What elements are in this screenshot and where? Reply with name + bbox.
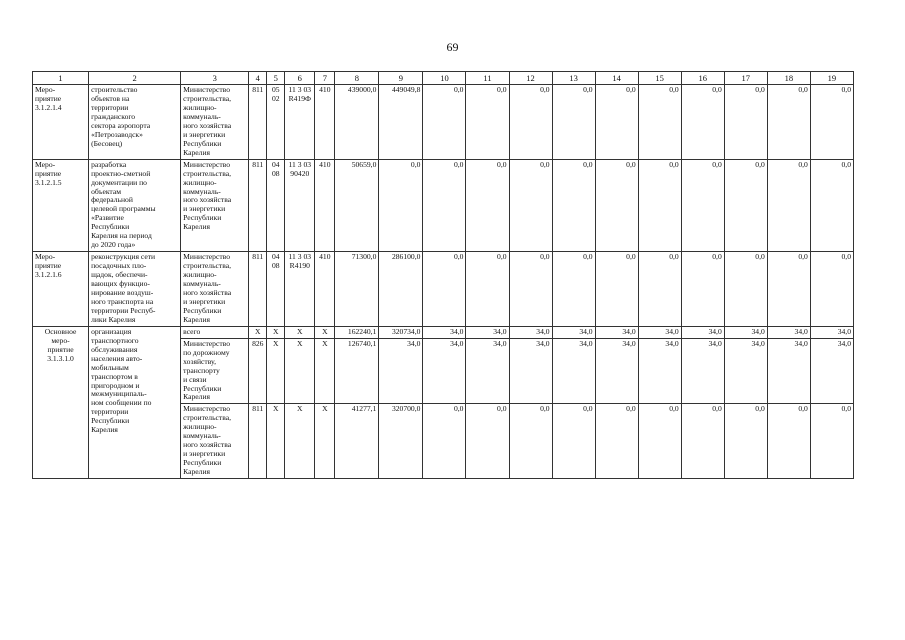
amount-cell: 0,0 bbox=[724, 252, 767, 327]
amount-cell: 0,0 bbox=[681, 159, 724, 252]
kbk-section-cell: Х bbox=[267, 338, 285, 404]
event-name-cell: организация транспортного обслуживания населения авто- мобильным транспортом в пригородном и межмуниципаль- ном сообщении по территории Республики Карелия bbox=[89, 326, 181, 478]
amount-cell: 0,0 bbox=[767, 159, 810, 252]
kbk-section-cell: 04 08 bbox=[267, 252, 285, 327]
amount-cell: 0,0 bbox=[466, 159, 509, 252]
amount-cell: 0,0 bbox=[552, 159, 595, 252]
amount-cell: 0,0 bbox=[423, 404, 466, 479]
amount-cell: 34,0 bbox=[423, 326, 466, 338]
kbk-section-cell: Х bbox=[267, 326, 285, 338]
event-name-cell: строительство объектов на территории гражданского сектора аэропорта «Петрозаводск» (Бесовец) bbox=[89, 85, 181, 160]
kbk-admin-cell: 811 bbox=[249, 404, 267, 479]
kbk-type-cell: Х bbox=[315, 404, 335, 479]
table-row bbox=[33, 85, 854, 160]
column-header: 18 bbox=[767, 72, 810, 85]
amount-cell: 34,0 bbox=[681, 338, 724, 404]
amount-cell: 34,0 bbox=[767, 338, 810, 404]
amount-cell: 0,0 bbox=[423, 252, 466, 327]
amount-cell: 439000,0 bbox=[335, 85, 379, 160]
amount-cell: 320734,0 bbox=[379, 326, 423, 338]
amount-cell: 0,0 bbox=[595, 85, 638, 160]
amount-cell: 0,0 bbox=[681, 404, 724, 479]
column-header: 2 bbox=[89, 72, 181, 85]
column-header: 3 bbox=[181, 72, 249, 85]
column-header: 4 bbox=[249, 72, 267, 85]
kbk-target-cell: 11 3 03 R419Ф bbox=[285, 85, 315, 160]
amount-cell: 34,0 bbox=[552, 338, 595, 404]
amount-cell: 34,0 bbox=[595, 326, 638, 338]
amount-cell: 34,0 bbox=[681, 326, 724, 338]
column-header: 11 bbox=[466, 72, 509, 85]
table-row bbox=[33, 159, 854, 252]
amount-cell: 0,0 bbox=[595, 252, 638, 327]
budget-table bbox=[32, 71, 854, 479]
amount-cell: 0,0 bbox=[767, 252, 810, 327]
responsible-cell: Министерство строительства, жилищно- коммуналь- ного хозяйства и энергетики Республики Карелия bbox=[181, 252, 249, 327]
kbk-type-cell: Х bbox=[315, 326, 335, 338]
amount-cell: 0,0 bbox=[509, 159, 552, 252]
amount-cell: 0,0 bbox=[810, 404, 853, 479]
amount-cell: 0,0 bbox=[638, 85, 681, 160]
amount-cell: 0,0 bbox=[552, 85, 595, 160]
responsible-cell: всего bbox=[181, 326, 249, 338]
amount-cell: 0,0 bbox=[681, 85, 724, 160]
column-header: 8 bbox=[335, 72, 379, 85]
amount-cell: 34,0 bbox=[810, 338, 853, 404]
amount-cell: 0,0 bbox=[638, 159, 681, 252]
amount-cell: 34,0 bbox=[466, 326, 509, 338]
column-header: 7 bbox=[315, 72, 335, 85]
column-header: 1 bbox=[33, 72, 89, 85]
amount-cell: 0,0 bbox=[466, 404, 509, 479]
amount-cell: 126740,1 bbox=[335, 338, 379, 404]
amount-cell: 34,0 bbox=[466, 338, 509, 404]
kbk-section-cell: Х bbox=[267, 404, 285, 479]
amount-cell: 0,0 bbox=[423, 159, 466, 252]
amount-cell: 0,0 bbox=[638, 404, 681, 479]
event-name-cell: разработка проектно-сметной документации по объектам федеральной целевой программы «Развитие Республики Карелия на период до 2020 года» bbox=[89, 159, 181, 252]
amount-cell: 162240,1 bbox=[335, 326, 379, 338]
amount-cell: 0,0 bbox=[552, 404, 595, 479]
responsible-cell: Министерство строительства, жилищно- коммуналь- ного хозяйства и энергетики Республики Карелия bbox=[181, 85, 249, 160]
amount-cell: 0,0 bbox=[810, 85, 853, 160]
kbk-target-cell: 11 3 03 90420 bbox=[285, 159, 315, 252]
kbk-admin-cell: Х bbox=[249, 326, 267, 338]
amount-cell: 34,0 bbox=[423, 338, 466, 404]
amount-cell: 0,0 bbox=[724, 404, 767, 479]
amount-cell: 0,0 bbox=[810, 252, 853, 327]
amount-cell: 0,0 bbox=[552, 252, 595, 327]
kbk-type-cell: Х bbox=[315, 338, 335, 404]
table-row bbox=[33, 326, 854, 338]
amount-cell: 0,0 bbox=[379, 159, 423, 252]
amount-cell: 286100,0 bbox=[379, 252, 423, 327]
page-number: 69 bbox=[446, 40, 459, 54]
amount-cell: 34,0 bbox=[379, 338, 423, 404]
column-header: 15 bbox=[638, 72, 681, 85]
event-name-cell: реконструкция сети посадочных пло- щадок, обеспечи- вающих функцио- нирование воздуш- ного транспорта на территории Респуб- лики Карелия bbox=[89, 252, 181, 327]
amount-cell: 320700,0 bbox=[379, 404, 423, 479]
amount-cell: 0,0 bbox=[638, 252, 681, 327]
amount-cell: 0,0 bbox=[423, 85, 466, 160]
event-status-cell: Основное меро- приятие 3.1.3.1.0 bbox=[33, 326, 89, 478]
amount-cell: 34,0 bbox=[595, 338, 638, 404]
kbk-target-cell: 11 3 03 R4190 bbox=[285, 252, 315, 327]
amount-cell: 0,0 bbox=[767, 404, 810, 479]
kbk-admin-cell: 811 bbox=[249, 159, 267, 252]
event-status-cell: Меро- приятие 3.1.2.1.6 bbox=[33, 252, 89, 327]
kbk-target-cell: Х bbox=[285, 326, 315, 338]
amount-cell: 0,0 bbox=[681, 252, 724, 327]
kbk-type-cell: 410 bbox=[315, 159, 335, 252]
amount-cell: 0,0 bbox=[509, 85, 552, 160]
amount-cell: 449049,8 bbox=[379, 85, 423, 160]
column-header: 16 bbox=[681, 72, 724, 85]
event-status-cell: Меро- приятие 3.1.2.1.5 bbox=[33, 159, 89, 252]
amount-cell: 0,0 bbox=[466, 85, 509, 160]
amount-cell: 71300,0 bbox=[335, 252, 379, 327]
amount-cell: 0,0 bbox=[509, 252, 552, 327]
kbk-admin-cell: 811 bbox=[249, 252, 267, 327]
column-header: 14 bbox=[595, 72, 638, 85]
amount-cell: 0,0 bbox=[509, 404, 552, 479]
kbk-type-cell: 410 bbox=[315, 252, 335, 327]
column-header: 5 bbox=[267, 72, 285, 85]
amount-cell: 0,0 bbox=[724, 159, 767, 252]
kbk-target-cell: Х bbox=[285, 404, 315, 479]
kbk-admin-cell: 811 bbox=[249, 85, 267, 160]
responsible-cell: Министерство по дорожному хозяйству, транспорту и связи Республики Карелия bbox=[181, 338, 249, 404]
column-number-row bbox=[33, 72, 854, 85]
amount-cell: 34,0 bbox=[509, 326, 552, 338]
amount-cell: 50659,0 bbox=[335, 159, 379, 252]
amount-cell: 0,0 bbox=[595, 159, 638, 252]
event-status-cell: Меро- приятие 3.1.2.1.4 bbox=[33, 85, 89, 160]
column-header: 9 bbox=[379, 72, 423, 85]
amount-cell: 34,0 bbox=[638, 326, 681, 338]
column-header: 17 bbox=[724, 72, 767, 85]
amount-cell: 34,0 bbox=[552, 326, 595, 338]
amount-cell: 0,0 bbox=[595, 404, 638, 479]
column-header: 10 bbox=[423, 72, 466, 85]
amount-cell: 34,0 bbox=[767, 326, 810, 338]
amount-cell: 34,0 bbox=[810, 326, 853, 338]
responsible-cell: Министерство строительства, жилищно- коммуналь- ного хозяйства и энергетики Республики Карелия bbox=[181, 159, 249, 252]
amount-cell: 41277,1 bbox=[335, 404, 379, 479]
column-header: 13 bbox=[552, 72, 595, 85]
kbk-type-cell: 410 bbox=[315, 85, 335, 160]
amount-cell: 0,0 bbox=[466, 252, 509, 327]
column-header: 12 bbox=[509, 72, 552, 85]
amount-cell: 34,0 bbox=[724, 326, 767, 338]
table-row bbox=[33, 252, 854, 327]
amount-cell: 0,0 bbox=[724, 85, 767, 160]
amount-cell: 34,0 bbox=[509, 338, 552, 404]
column-header: 19 bbox=[810, 72, 853, 85]
amount-cell: 34,0 bbox=[724, 338, 767, 404]
amount-cell: 0,0 bbox=[767, 85, 810, 160]
amount-cell: 0,0 bbox=[810, 159, 853, 252]
kbk-section-cell: 05 02 bbox=[267, 85, 285, 160]
kbk-target-cell: Х bbox=[285, 338, 315, 404]
kbk-section-cell: 04 08 bbox=[267, 159, 285, 252]
amount-cell: 34,0 bbox=[638, 338, 681, 404]
responsible-cell: Министерство строительства, жилищно- коммуналь- ного хозяйства и энергетики Республики Карелия bbox=[181, 404, 249, 479]
kbk-admin-cell: 826 bbox=[249, 338, 267, 404]
column-header: 6 bbox=[285, 72, 315, 85]
